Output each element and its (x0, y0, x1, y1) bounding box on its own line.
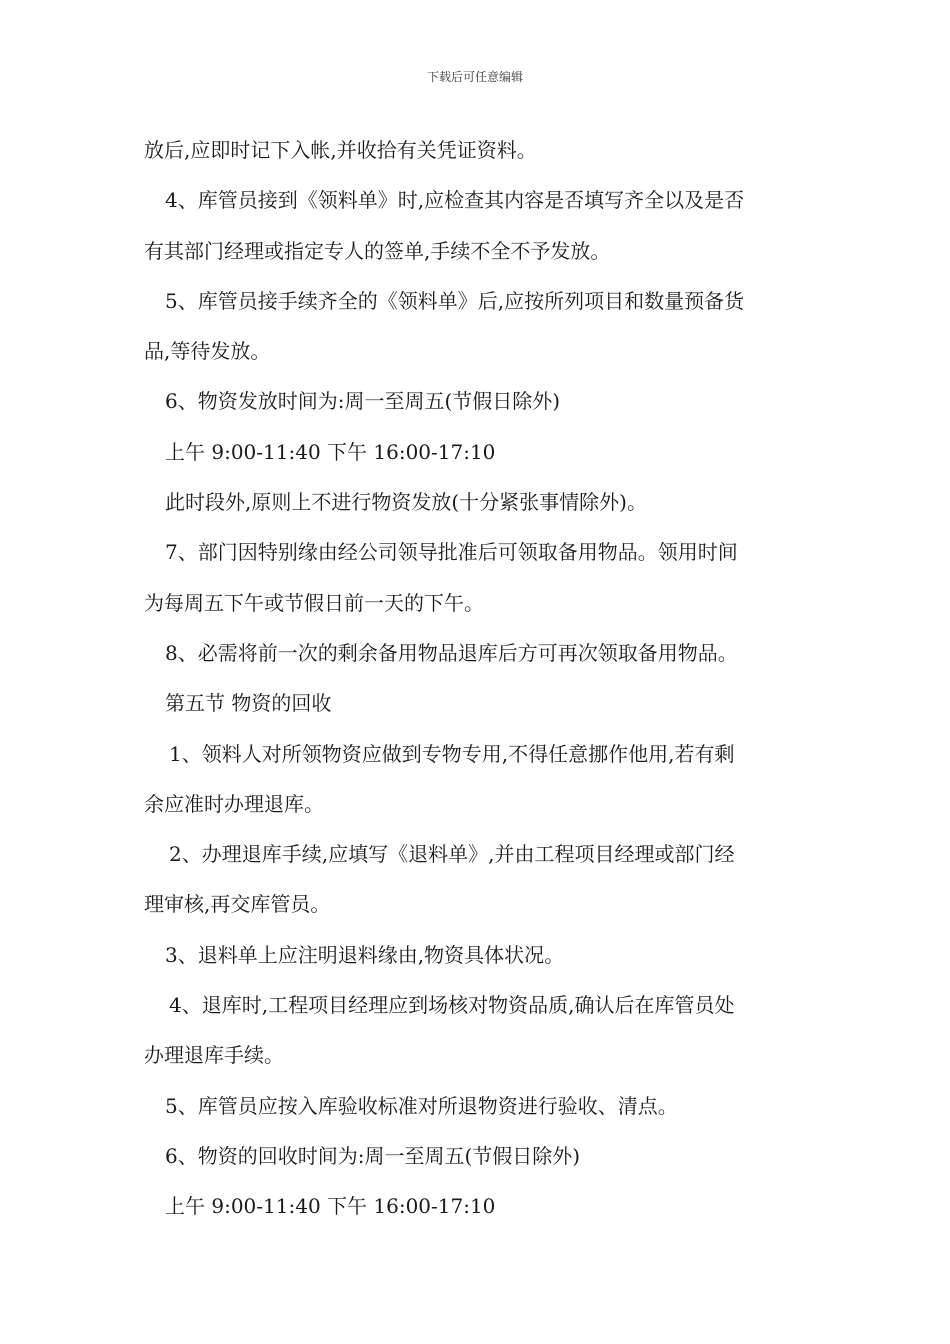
text-line: 品,等待发放。 (144, 339, 271, 364)
text-line: 1、领料人对所领物资应做到专物专用,不得任意挪作他用,若有剩 (169, 741, 735, 766)
section-heading: 第五节 物资的回收 (165, 691, 332, 716)
text-line: 7、部门因特别缘由经公司领导批准后可领取备用物品。领用时间 (165, 540, 738, 565)
text-line: 此时段外,原则上不进行物资发放(十分紧张事情除外)。 (165, 490, 647, 515)
text-line: 理审核,再交库管员。 (144, 892, 331, 917)
text-line: 为每周五下午或节假日前一天的下午。 (144, 590, 484, 615)
text-line: 上午 9:00-11:40 下午 16:00-17:10 (165, 439, 496, 464)
text-line: 4、退库时,工程项目经理应到场核对物资品质,确认后在库管员处 (169, 993, 735, 1018)
text-line: 5、库管员接手续齐全的《领料单》后,应按所列项目和数量预备货 (165, 288, 745, 313)
text-line: 办理退库手续。 (144, 1043, 284, 1068)
text-line: 5、库管员应按入库验收标准对所退物资进行验收、清点。 (165, 1093, 678, 1118)
text-line: 余应准时办理退库。 (144, 791, 324, 816)
text-line: 4、库管员接到《领料单》时,应检查其内容是否填写齐全以及是否 (165, 188, 745, 213)
text-line: 上午 9:00-11:40 下午 16:00-17:10 (165, 1194, 496, 1219)
text-line: 3、退料单上应注明退料缘由,物资具体状况。 (165, 942, 565, 967)
page-header: 下载后可任意编辑 (426, 70, 523, 84)
text-line: 6、物资的回收时间为:周一至周五(节假日除外) (165, 1143, 581, 1168)
text-line: 放后,应即时记下入帐,并收拾有关凭证资料。 (144, 138, 537, 162)
text-line: 2、办理退库手续,应填写《退料单》,并由工程项目经理或部门经 (169, 842, 735, 867)
text-line: 8、必需将前一次的剩余备用物品退库后方可再次领取备用物品。 (165, 640, 738, 665)
document-body (144, 129, 810, 1236)
text-line: 6、物资发放时间为:周一至周五(节假日除外) (165, 389, 561, 414)
text-line: 有其部门经理或指定专人的签单,手续不全不予发放。 (144, 238, 611, 263)
